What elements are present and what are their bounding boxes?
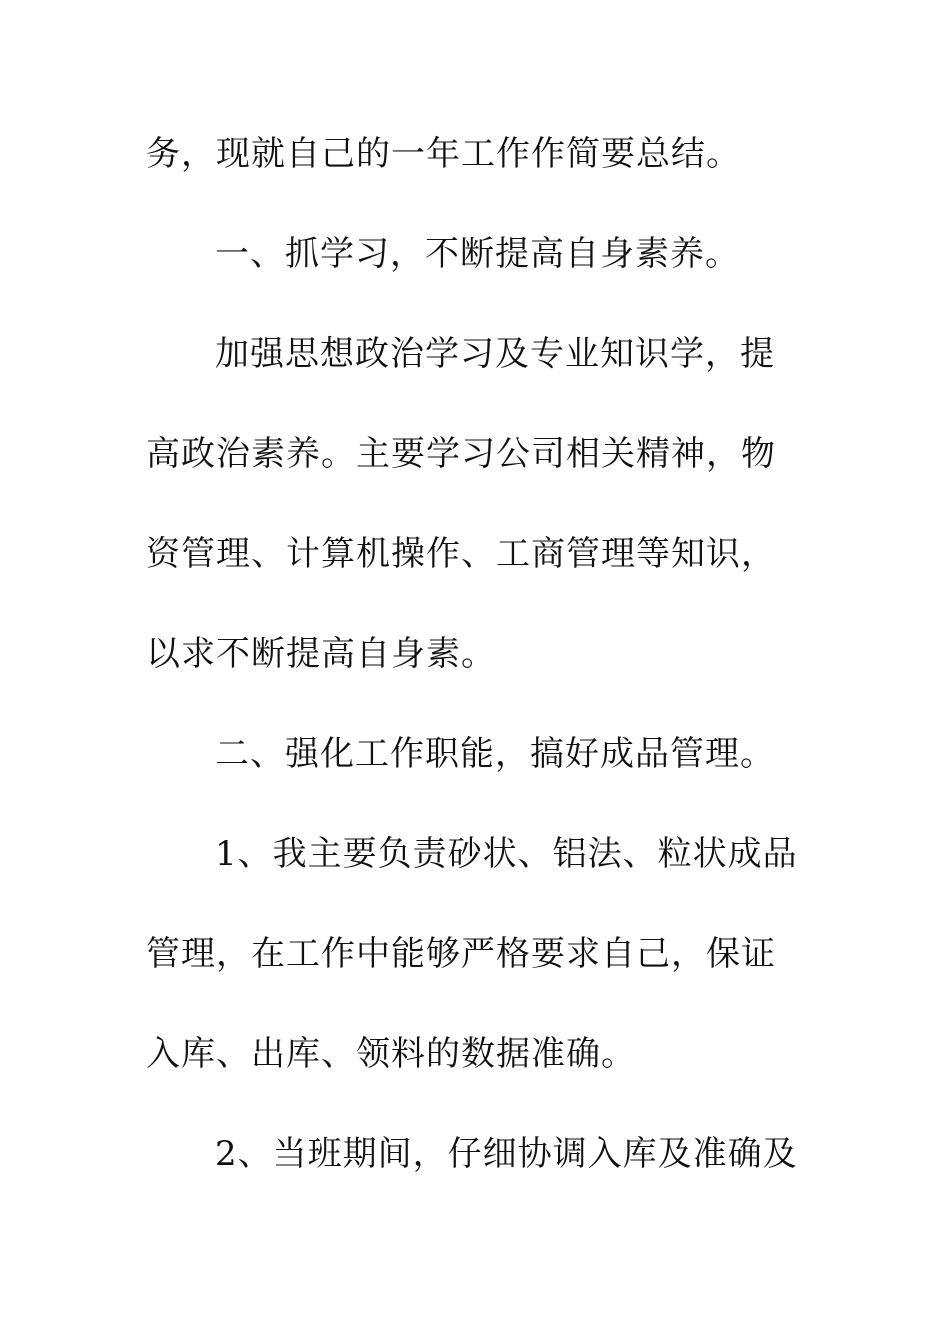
text-line: 资管理、计算机操作、工商管理等知识，	[146, 534, 776, 574]
text-line: 高政治素养。主要学习公司相关精神，物	[146, 434, 776, 474]
text-line: 务，现就自己的一年工作作简要总结。	[146, 134, 741, 174]
text-line: 加强思想政治学习及专业知识学，提	[215, 334, 775, 374]
text-line: 入库、出库、领料的数据准确。	[146, 1034, 636, 1074]
section-heading: 一、抓学习，不断提高自身素养。	[215, 234, 740, 274]
section-heading: 二、强化工作职能，搞好成品管理。	[215, 734, 775, 774]
text-line: 管理，在工作中能够严格要求自己，保证	[146, 934, 776, 974]
text-line: 2、当班期间，仔细协调入库及准确及	[215, 1134, 798, 1174]
text-line: 以求不断提高自身素。	[146, 634, 496, 674]
text-line: 1、我主要负责砂状、铝法、粒状成品	[215, 834, 798, 874]
